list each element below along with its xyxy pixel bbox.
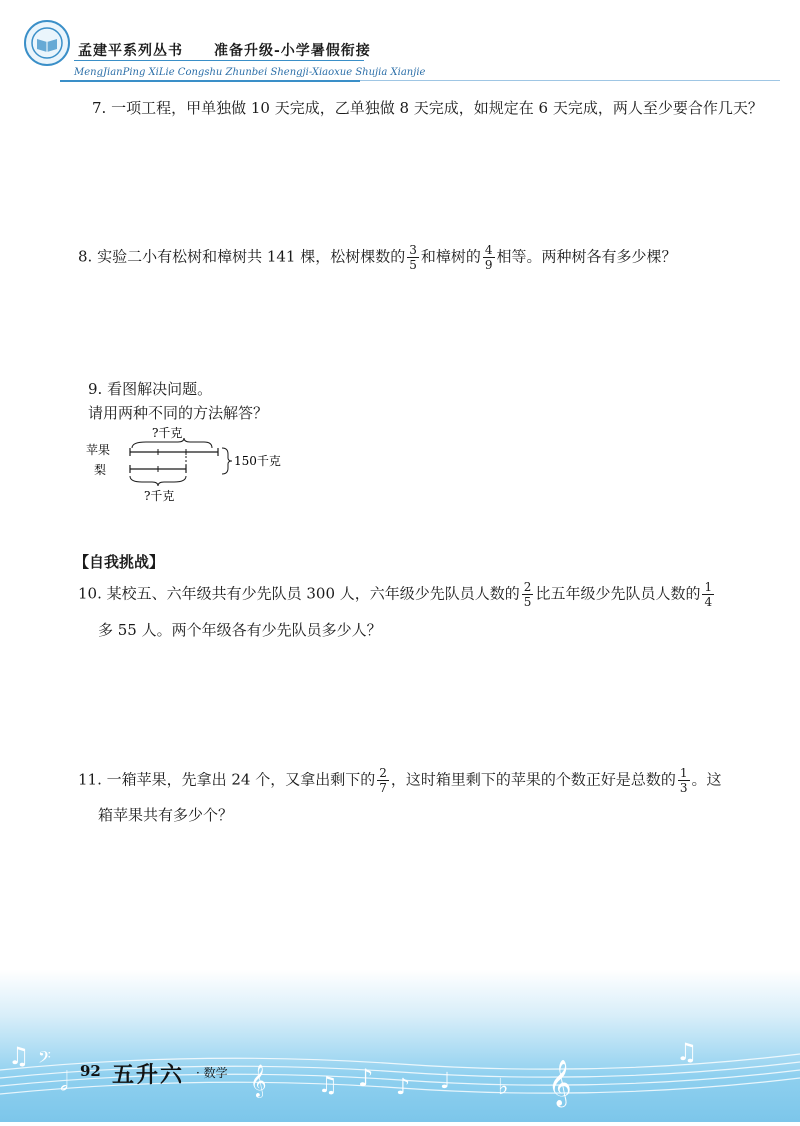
bottom-brace xyxy=(130,476,186,486)
question-10-text-1: 10. 某校五、六年级共有少先队员 300 人，六年级少先队员人数的 xyxy=(78,584,520,603)
fraction-numerator: 1 xyxy=(704,580,713,594)
svg-text:♪: ♪ xyxy=(358,1064,374,1092)
right-brace xyxy=(222,448,232,474)
question-11-text-3: 。这 xyxy=(691,770,722,789)
fraction-numerator: 4 xyxy=(484,243,493,257)
publisher-logo xyxy=(24,20,70,66)
header-top-rule xyxy=(74,60,364,61)
question-11-text-2: ，这时箱里剩下的苹果的个数正好是总数的 xyxy=(390,770,676,789)
series-title: 孟建平系列丛书 xyxy=(78,43,183,59)
question-11-text-1: 11. 一箱苹果，先拿出 24 个，又拿出剩下的 xyxy=(78,770,376,789)
fraction-numerator: 2 xyxy=(523,580,532,594)
svg-text:♫: ♫ xyxy=(676,1038,698,1066)
grade-label: 五升六 xyxy=(112,1062,185,1088)
fraction-2-7 xyxy=(377,767,389,794)
fraction-numerator: 1 xyxy=(679,766,688,780)
fraction-4-9 xyxy=(483,244,495,271)
question-8-text-2: 和樟树的 xyxy=(420,247,481,266)
diagram-top-unknown: ?千克 xyxy=(152,426,183,440)
question-9-line-2: 请用两种不同的方法解答？ xyxy=(88,404,269,422)
fraction-2-5 xyxy=(522,581,534,608)
svg-text:𝅗𝅥: 𝅗𝅥 xyxy=(60,1067,69,1097)
fraction-denominator: 5 xyxy=(409,258,417,272)
question-7: 7. 一项工程，甲单独做 10 天完成，乙单独做 8 天完成，如规定在 6 天完成，两人至少要合作几天？ xyxy=(92,99,763,117)
subject-label: · 数学 xyxy=(196,1066,228,1080)
fraction-3-5 xyxy=(407,244,419,271)
svg-text:♩: ♩ xyxy=(440,1069,451,1094)
diagram-apple-label: 苹果 xyxy=(86,443,111,457)
question-9-line-1: 9. 看图解决问题。 xyxy=(88,380,213,398)
fraction-denominator: 9 xyxy=(484,258,493,272)
question-8 xyxy=(78,244,677,271)
question-11-line-2: 箱苹果共有多少个？ xyxy=(98,806,234,824)
question-11-line-1 xyxy=(78,767,722,794)
header-rule xyxy=(60,80,360,82)
diagram-pear-label: 梨 xyxy=(94,463,107,477)
diagram-bottom-unknown: ?千克 xyxy=(144,489,175,503)
question-10-line-2: 多 55 人。两个年级各有少先队员多少人？ xyxy=(98,621,382,639)
svg-text:𝄢: 𝄢 xyxy=(38,1047,51,1071)
header-bar xyxy=(360,80,780,81)
fraction-numerator: 2 xyxy=(379,766,387,780)
question-8-text-1: 8. 实验二小有松树和樟树共 141 棵，松树棵数的 xyxy=(78,247,406,266)
svg-text:𝄞: 𝄞 xyxy=(250,1064,267,1097)
svg-text:♫: ♫ xyxy=(8,1042,30,1070)
page-number: 92 xyxy=(80,1062,101,1080)
fraction-numerator: 3 xyxy=(409,243,417,257)
book-title: 准备升级-小学暑假衔接 xyxy=(214,43,371,59)
svg-text:♪: ♪ xyxy=(396,1075,411,1100)
diagram-total: 150千克 xyxy=(234,454,281,468)
svg-text:♭: ♭ xyxy=(498,1075,509,1100)
fraction-denominator: 3 xyxy=(679,781,688,795)
fraction-denominator: 5 xyxy=(523,595,532,609)
svg-text:♫: ♫ xyxy=(318,1073,338,1098)
question-10-line-1 xyxy=(78,581,716,608)
line-segment-diagram xyxy=(86,424,296,508)
section-heading-challenge: 【自我挑战】 xyxy=(74,553,165,571)
fraction-1-3 xyxy=(678,767,690,794)
fraction-1-4 xyxy=(702,581,714,608)
question-10-text-2: 比五年级少先队员人数的 xyxy=(535,584,701,603)
fraction-denominator: 4 xyxy=(704,595,713,609)
question-8-text-3: 相等。两种树各有多少棵？ xyxy=(496,247,677,266)
fraction-denominator: 7 xyxy=(379,781,387,795)
header-pinyin: MengJianPing XiLie Congshu Zhunbei Shengji-Xiaoxue Shujia Xianjie xyxy=(74,67,426,78)
svg-text:𝄞: 𝄞 xyxy=(548,1060,572,1106)
